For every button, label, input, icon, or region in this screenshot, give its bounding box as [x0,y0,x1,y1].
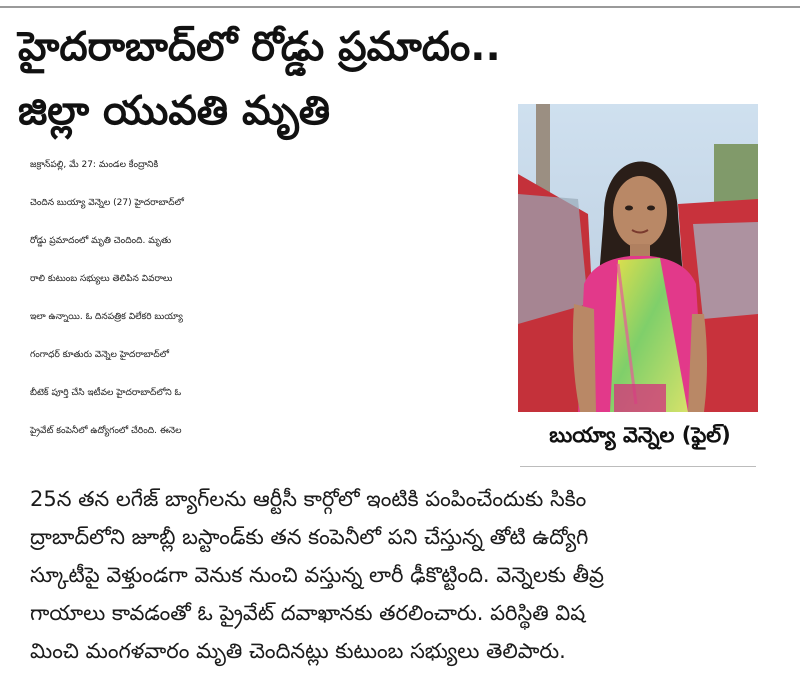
photo-caption: బుయ్యా వెన్నెల (ఫైల్) [549,423,731,447]
body-line: ఇలా ఉన్నాయి. ఓ దినపత్రిక విలేకరి బుయ్యా [30,312,183,322]
body-line: మించి మంగళవారం మృతి చెందినట్లు కుటుంబ సభ్యులు తెలిపారు. [30,639,566,663]
body-line: బీటెక్ పూర్తి చేసి ఇటీవల హైదరాబాద్‌లోని ఓ [30,388,182,398]
headline-line-1: హైదరాబాద్‌లో రోడ్డు ప్రమాదం.. [18,24,501,70]
body-line: 25న తన లగేజ్ బ్యాగ్‌లను ఆర్టీసీ కార్గోలో ఇంటికి పంపించేందుకు సికిం [30,487,587,511]
body-line: చెందిన బుయ్యా వెన్నెల (27) హైదరాబాద్‌లో [30,198,184,208]
body-line: రాలి కుటుంబ సభ్యులు తెలిపిన వివరాలు [30,274,173,284]
body-line: రోడ్డు ప్రమాదంలో మృతి చెందింది. మృతు [30,236,172,246]
caption-divider-rule [520,466,756,467]
top-divider-rule [0,6,800,8]
body-line: స్కూటీపై వెళ్తుండగా వెనుక నుంచి వస్తున్న లారీ ఢీకొట్టింది. వెన్నెలకు తీవ్ర [30,563,604,587]
headline-line-2: జిల్లా యువతి మృతి [18,88,331,134]
body-line: జక్రాన్‌పల్లి, మే 27: మండల కేంద్రానికి [30,160,159,170]
body-line: ప్రైవేట్ కంపెనీలో ఉద్యోగంలో చేరింది. ఈనెల [30,426,182,436]
body-line: ద్రాబాద్‌లోని జూబ్లీ బస్టాండ్‌కు తన కంపెనీలో పని చేస్తున్న తోటి ఉద్యోగి [30,525,589,549]
body-line: గంగాధర్ కూతురు వెన్నెల హైదరాబాద్‌లో [30,350,170,360]
portrait-illustration [518,104,758,412]
body-line: గాయాలు కావడంతో ఓ ప్రైవేట్ దవాఖానకు తరలించారు. పరిస్థితి విష [30,601,586,625]
article-photo [518,104,758,412]
